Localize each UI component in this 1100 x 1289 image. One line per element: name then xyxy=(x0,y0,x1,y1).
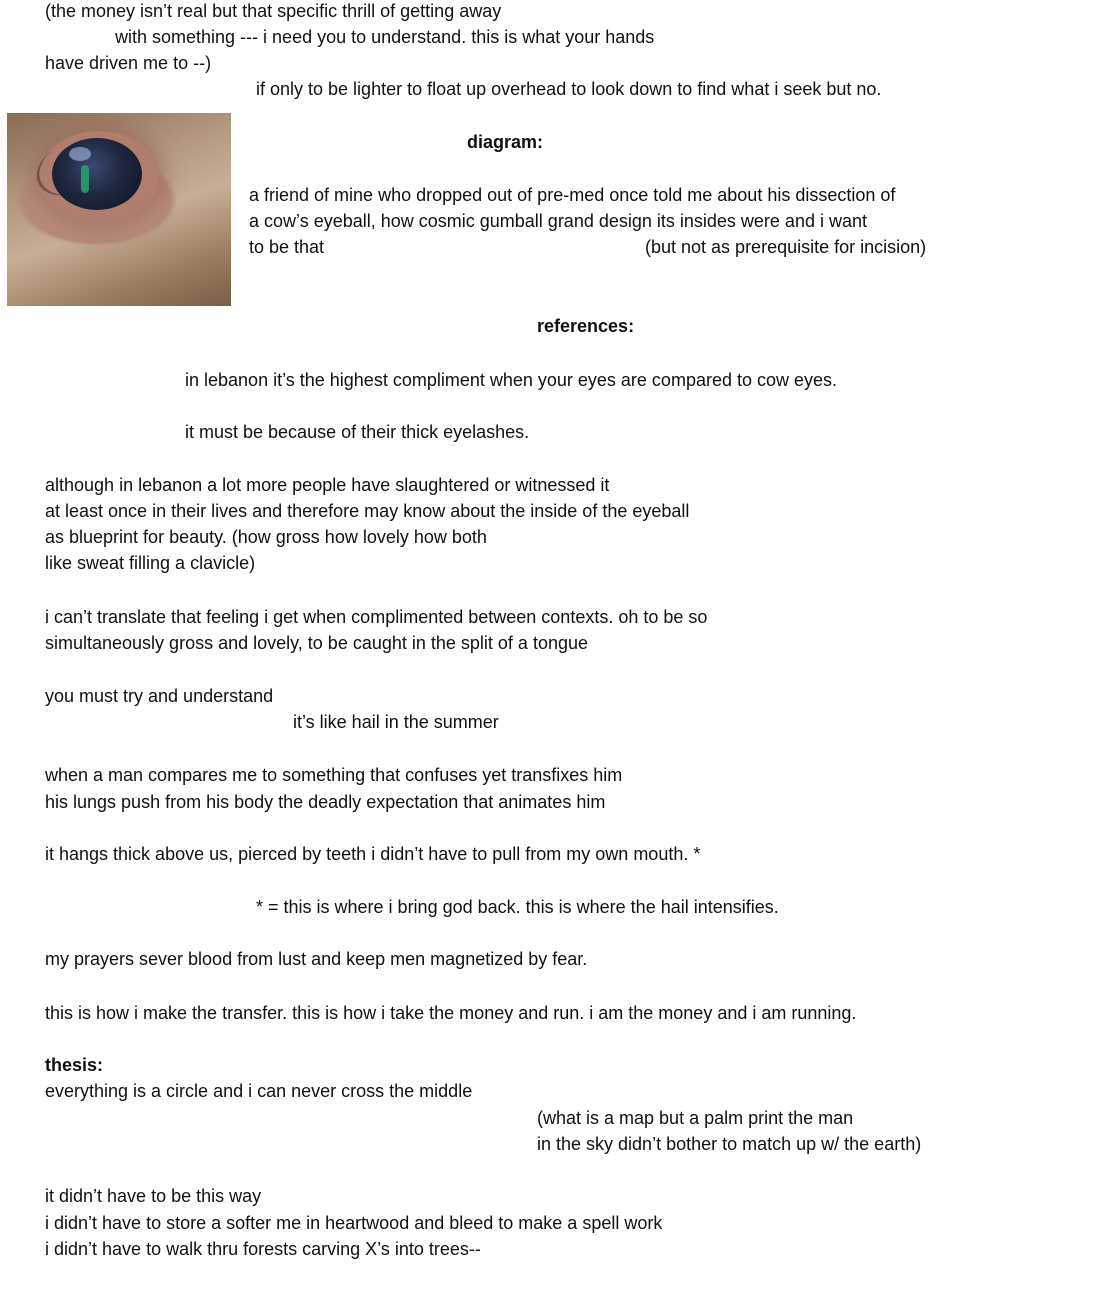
text-line: this is how i make the transfer. this is how i take the money and run. i am the money and i am running. xyxy=(45,1003,857,1023)
references-heading: references: xyxy=(537,316,635,336)
text-line: everything is a circle and i can never cross the middle xyxy=(45,1081,473,1101)
text-line: it hangs thick above us, pierced by teeth i didn’t have to pull from my own mouth. * xyxy=(45,844,701,864)
footnote-line: * = this is where i bring god back. this is where the hail intensifies. xyxy=(256,897,779,917)
text-line: in lebanon it’s the highest compliment when your eyes are compared to cow eyes. xyxy=(185,370,838,390)
text-line: a friend of mine who dropped out of pre-med once told me about his dissection of xyxy=(249,185,896,205)
text-line: it must be because of their thick eyelashes. xyxy=(185,422,530,442)
text-line: when a man compares me to something that confuses yet transfixes him xyxy=(45,765,623,785)
text-line: i didn’t have to store a softer me in heartwood and bleed to make a spell work xyxy=(45,1213,663,1233)
text-line: it didn’t have to be this way xyxy=(45,1186,262,1206)
diagram-heading: diagram: xyxy=(467,132,544,152)
text-line: to be that xyxy=(249,237,325,257)
text-line: (but not as prerequisite for incision) xyxy=(645,237,927,257)
text-line: have driven me to --) xyxy=(45,53,212,73)
cow-eye-photo xyxy=(7,113,231,306)
text-line: i didn’t have to walk thru forests carving X’s into trees-- xyxy=(45,1239,481,1259)
thesis-heading: thesis: xyxy=(45,1055,104,1075)
text-line: simultaneously gross and lovely, to be caught in the split of a tongue xyxy=(45,633,588,653)
text-line: his lungs push from his body the deadly expectation that animates him xyxy=(45,792,606,812)
text-line: if only to be lighter to float up overhead to look down to find what i seek but no. xyxy=(256,79,882,99)
text-line: (the money isn’t real but that specific thrill of getting away xyxy=(45,1,502,21)
text-line: as blueprint for beauty. (how gross how lovely how both xyxy=(45,527,487,547)
text-line: at least once in their lives and therefore may know about the inside of the eyeball xyxy=(45,501,690,521)
text-line: i can’t translate that feeling i get when complimented between contexts. oh to be so xyxy=(45,607,708,627)
text-line: with something --- i need you to understand. this is what your hands xyxy=(115,27,655,47)
text-line: a cow’s eyeball, how cosmic gumball grand design its insides were and i want xyxy=(249,211,867,231)
text-line: my prayers sever blood from lust and keep men magnetized by fear. xyxy=(45,949,588,969)
text-line: in the sky didn’t bother to match up w/ the earth) xyxy=(537,1134,922,1154)
text-line: (what is a map but a palm print the man xyxy=(537,1108,854,1128)
text-line: it’s like hail in the summer xyxy=(293,712,499,732)
text-line: although in lebanon a lot more people have slaughtered or witnessed it xyxy=(45,475,610,495)
text-line: you must try and understand xyxy=(45,686,274,706)
text-line: like sweat filling a clavicle) xyxy=(45,553,256,573)
